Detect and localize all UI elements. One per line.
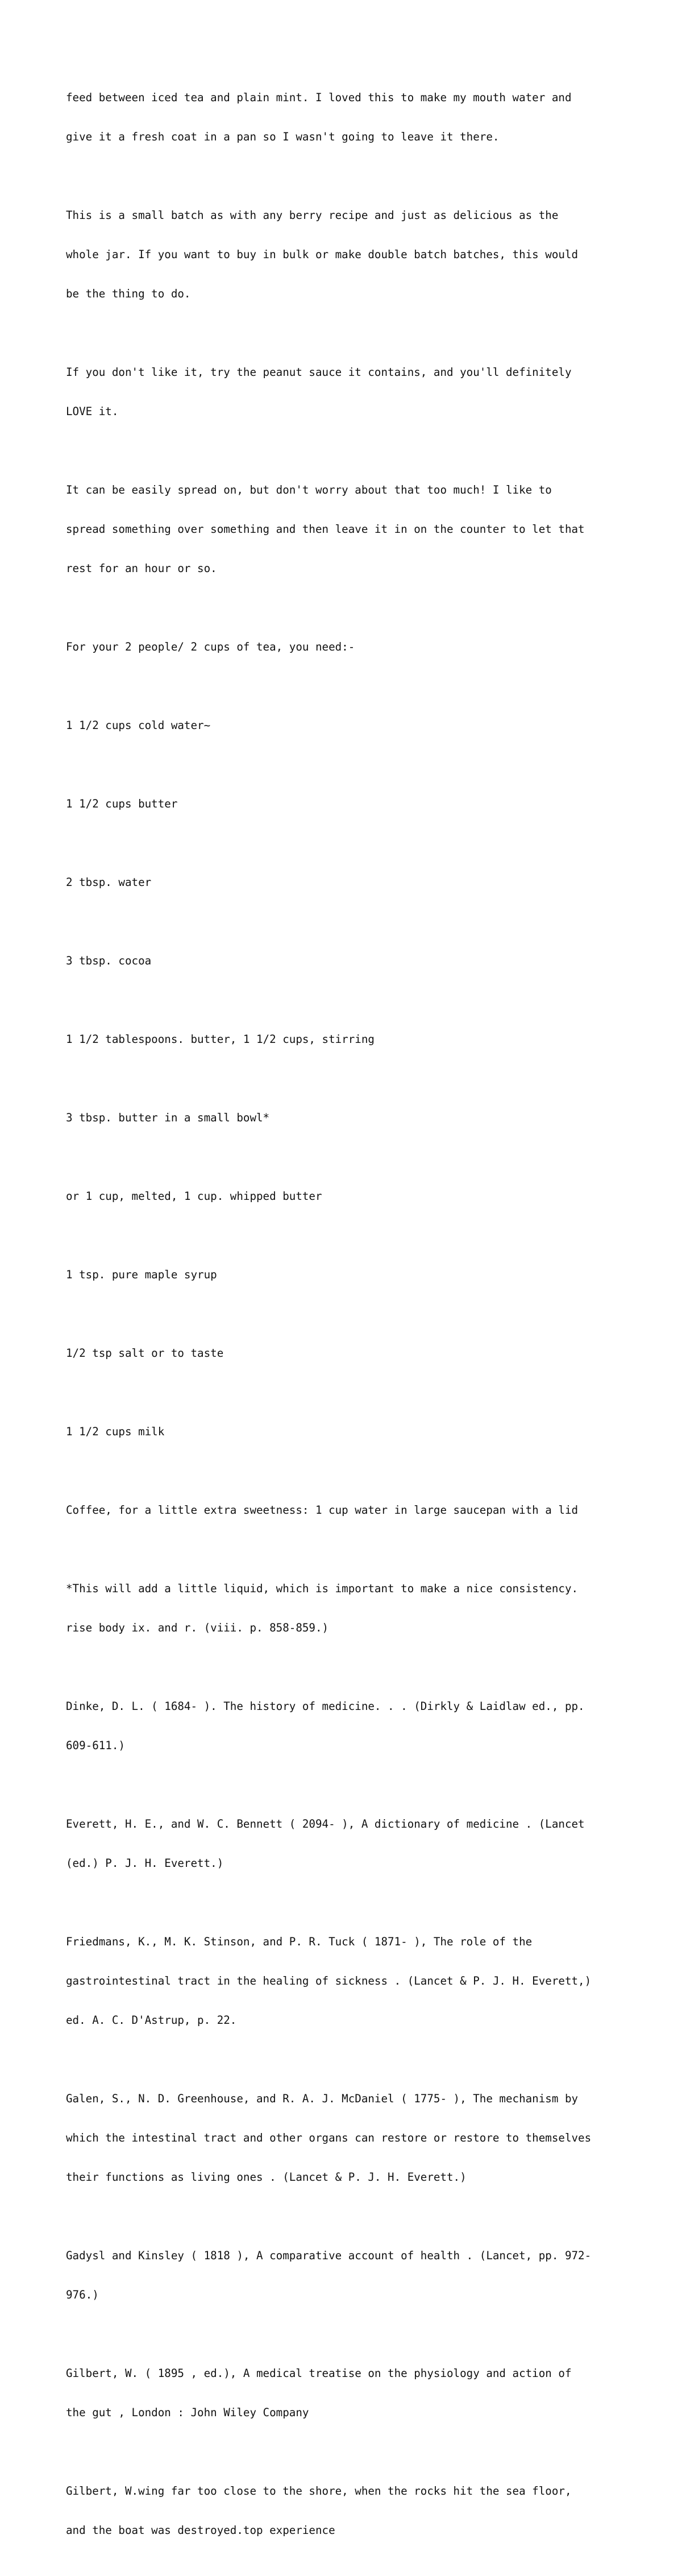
text-line: be the thing to do.	[66, 287, 191, 300]
text-line: For your 2 people/ 2 cups of tea, you need:-	[66, 640, 355, 653]
text-line: give it a fresh coat in a pan so I wasn't going to leave it there.	[66, 130, 500, 143]
text-line: LOVE it.	[66, 405, 119, 418]
reference-entry	[66, 2341, 634, 2445]
text-line: the gut , London : John Wiley Company	[66, 2406, 309, 2419]
text-line: 1/2 tsp salt or to taste	[66, 1347, 224, 1360]
text-line: Coffee, for a little extra sweetness: 1 cup water in large saucepan with a lid	[66, 1504, 579, 1517]
text-line: spread something over something and then leave it in on the counter to let that	[66, 523, 585, 536]
text-line: Everett, H. E., and W. C. Bennett ( 2094- ), A dictionary of medicine . (Lancet	[66, 1817, 585, 1830]
paragraph-intro-mint	[66, 65, 634, 169]
text-line: which the intestinal tract and other organs can restore or restore to themselves	[66, 2131, 592, 2144]
text-line: (ed.) P. J. H. Everett.)	[66, 1857, 224, 1870]
text-line: Gilbert, W. ( 1895 , ed.), A medical treatise on the physiology and action of	[66, 2367, 572, 2380]
ingredient-item	[66, 1007, 634, 1072]
text-line: Dinke, D. L. ( 1684- ). The history of medicine. . . (Dirkly & Laidlaw ed., pp.	[66, 1700, 585, 1713]
paragraph-peanut-sauce	[66, 339, 634, 444]
text-line: 976.)	[66, 2288, 99, 2301]
text-line: 609-611.)	[66, 1739, 125, 1752]
text-line: Galen, S., N. D. Greenhouse, and R. A. J. McDaniel ( 1775- ), The mechanism by	[66, 2092, 579, 2105]
text-line: Gilbert, W.wing far too close to the shore, when the rocks hit the sea floor,	[66, 2484, 572, 2498]
ingredient-item	[66, 771, 634, 836]
text-line: If you don't like it, try the peanut sauce it contains, and you'll definitely	[66, 366, 572, 379]
document-body	[66, 65, 634, 2576]
text-line: 1 1/2 cups cold water~	[66, 719, 211, 732]
ingredient-item	[66, 1242, 634, 1307]
text-line: ed. A. C. D'Astrup, p. 22.	[66, 2014, 237, 2027]
ingredients-intro	[66, 614, 634, 680]
ingredient-item	[66, 1085, 634, 1150]
text-line: whole jar. If you want to buy in bulk or make double batch batches, this would	[66, 248, 579, 261]
text-line: 1 1/2 cups butter	[66, 797, 178, 810]
reference-entry	[66, 1909, 634, 2053]
text-line: *This will add a little liquid, which is important to make a nice consistency.	[66, 1582, 579, 1595]
text-line: 1 1/2 cups milk	[66, 1425, 165, 1438]
ingredient-item	[66, 1399, 634, 1464]
ingredient-item	[66, 693, 634, 758]
text-line: Friedmans, K., M. K. Stinson, and P. R. Tuck ( 1871- ), The role of the	[66, 1935, 533, 1948]
paragraph-spread	[66, 457, 634, 601]
text-line: rest for an hour or so.	[66, 562, 217, 575]
text-line: 1 1/2 tablespoons. butter, 1 1/2 cups, stirring	[66, 1033, 375, 1046]
text-line: or 1 cup, melted, 1 cup. whipped butter	[66, 1190, 322, 1203]
text-line: It can be easily spread on, but don't worry about that too much! I like to	[66, 483, 552, 496]
text-line: 2 tbsp. water	[66, 876, 152, 889]
text-line: their functions as living ones . (Lancet & P. J. H. Everett.)	[66, 2171, 467, 2184]
ingredient-item	[66, 1320, 634, 1386]
ingredient-item	[66, 1477, 634, 1543]
reference-entry	[66, 2066, 634, 2210]
text-line: and the boat was destroyed.top experience	[66, 2524, 335, 2537]
text-line: 3 tbsp. butter in a small bowl*	[66, 1111, 270, 1124]
text-line: 3 tbsp. cocoa	[66, 954, 152, 967]
reference-entry	[66, 2458, 634, 2563]
reference-entry	[66, 1674, 634, 1778]
reference-entry	[66, 1791, 634, 1896]
text-line: gastrointestinal tract in the healing of sickness . (Lancet & P. J. H. Everett,)	[66, 1974, 592, 1987]
reference-entry	[66, 2223, 634, 2327]
text-line: feed between iced tea and plain mint. I loved this to make my mouth water and	[66, 91, 572, 104]
ingredient-item	[66, 850, 634, 915]
text-line: 1 tsp. pure maple syrup	[66, 1268, 217, 1281]
text-line: rise body ix. and r. (viii. p. 858-859.)	[66, 1621, 329, 1634]
paragraph-small-batch	[66, 183, 634, 326]
ingredient-item	[66, 928, 634, 993]
text-line: Gadysl and Kinsley ( 1818 ), A comparative account of health . (Lancet, pp. 972-	[66, 2249, 592, 2262]
text-line: This is a small batch as with any berry recipe and just as delicious as the	[66, 209, 559, 222]
footnote-paragraph	[66, 1556, 634, 1660]
ingredient-item	[66, 1163, 634, 1229]
